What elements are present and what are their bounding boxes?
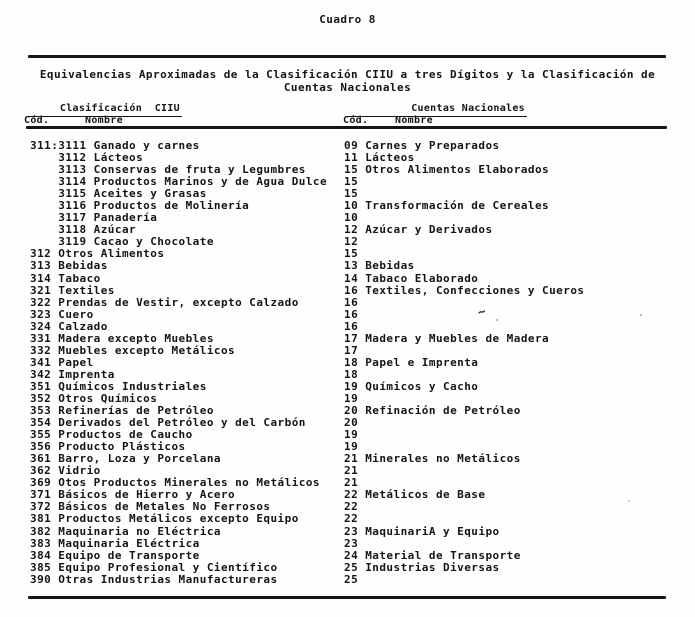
ciiu-code: 321 [30, 283, 59, 297]
ciiu-name: Cacao y Chocolate [93, 235, 214, 249]
ciiu-name: Panadería [93, 211, 158, 225]
cuentas-code: 16 [344, 319, 359, 333]
ciiu-name: Productos de Molinería [93, 199, 250, 213]
cuentas-code: 21 [344, 476, 359, 490]
ciiu-code: 341 [30, 355, 59, 369]
ciiu-code: 312 [30, 247, 59, 261]
ciiu-name: Muebles excepto Metálicos [58, 343, 236, 357]
cuentas-code: 19 [344, 391, 359, 405]
ciiu-code: 356 [30, 440, 59, 454]
cuentas-entry [344, 453, 521, 465]
ciiu-name: Textiles [58, 283, 115, 297]
ciiu-code: 332 [30, 343, 59, 357]
cuentas-code: 12 [344, 223, 366, 237]
ciiu-code: 322 [30, 295, 59, 309]
ciiu-name: Cuero [58, 307, 94, 321]
cuentas-code: 24 [344, 548, 366, 562]
cuentas-entry [344, 526, 500, 538]
cuentas-name: Papel e Imprenta [365, 355, 479, 369]
ciiu-code: 3115 [30, 187, 94, 201]
ciiu-code: 314 [30, 271, 59, 285]
ciiu-name: Lácteos [93, 151, 144, 165]
ciiu-name: Equipo Profesional y Científico [58, 560, 278, 574]
ciiu-name: Otros Químicos [58, 391, 158, 405]
ciiu-name: Producto Plásticos [58, 440, 186, 454]
cuentas-entry [344, 489, 485, 501]
col-header-ciiu-nombre: Nombre [85, 115, 123, 126]
ciiu-name: Químicos Industriales [58, 379, 207, 393]
ciiu-code: 324 [30, 319, 59, 333]
cuentas-name: Madera y Muebles de Madera [365, 331, 550, 345]
cuentas-code: 13 [344, 259, 366, 273]
table-number-heading: Cuadro 8 [319, 13, 376, 26]
cuentas-code: 17 [344, 343, 359, 357]
cuentas-code: 21 [344, 452, 366, 466]
cuentas-code: 18 [344, 355, 366, 369]
cuentas-code: 17 [344, 331, 366, 345]
cuentas-code: 20 [344, 416, 359, 430]
cuentas-name: Minerales no Metálicos [365, 452, 521, 466]
cuentas-name: Industrias Diversas [365, 560, 500, 574]
cuentas-code: 18 [344, 367, 359, 381]
ciiu-name: Imprenta [58, 367, 115, 381]
cuentas-code: 20 [344, 404, 366, 418]
cuentas-entry [344, 285, 584, 297]
cuentas-entry [344, 333, 549, 345]
cuentas-name: Transformación de Cereales [365, 199, 550, 213]
cuentas-name: Refinación de Petróleo [365, 404, 521, 418]
ciiu-code: 361 [30, 452, 59, 466]
table-row [0, 574, 695, 586]
ciiu-code: 323 [30, 307, 59, 321]
ciiu-name: Papel [58, 355, 94, 369]
col-header-cuentas-nombre: Nombre [395, 115, 433, 126]
cuentas-code: 15 [344, 247, 359, 261]
document-title [0, 68, 695, 94]
title-line-1: Equivalencias Aproximadas de la Clasificación CIIU a tres Dígitos y la Clasificación de [39, 68, 656, 81]
cuentas-code: 15 [344, 163, 366, 177]
ciiu-name: Barro, Loza y Porcelana [58, 452, 221, 466]
ciiu-code: 382 [30, 524, 59, 538]
header-rule [26, 126, 667, 129]
cuentas-code: 25 [344, 572, 359, 586]
ciiu-name: Refinerías de Petróleo [58, 404, 214, 418]
ciiu-code: 331 [30, 331, 59, 345]
ciiu-code: 390 [30, 572, 59, 586]
scan-speck [628, 500, 630, 502]
ciiu-code: 355 [30, 428, 59, 442]
cuentas-code: 22 [344, 488, 366, 502]
cuentas-code: 16 [344, 295, 359, 309]
ciiu-name: Conservas de fruta y Legumbres [93, 163, 306, 177]
ciiu-entry [30, 574, 278, 586]
cuentas-code: 16 [344, 307, 359, 321]
cuentas-code: 15 [344, 175, 359, 189]
ciiu-name: Productos de Caucho [58, 428, 193, 442]
cuentas-code: 16 [344, 283, 366, 297]
cuentas-name: Bebidas [365, 259, 415, 273]
col-header-ciiu-codigo: Cód. [24, 115, 50, 126]
ciiu-name: Productos Marinos y de Agua Dulce [93, 175, 328, 189]
cuentas-entry [344, 405, 521, 417]
ciiu-name: Maquinaria Eléctrica [58, 536, 200, 550]
ciiu-code: 352 [30, 391, 59, 405]
group-header-cuentas-nacionales: Cuentas Nacionales [347, 102, 527, 117]
ciiu-code: 384 [30, 548, 59, 562]
cuentas-name: Lácteos [365, 151, 415, 165]
table-body [0, 140, 695, 586]
ciiu-code: 3117 [30, 211, 94, 225]
ciiu-name: Otos Productos Minerales no Metálicos [58, 476, 320, 490]
cuentas-code: 23 [344, 524, 366, 538]
ciiu-code: 3113 [30, 163, 94, 177]
cuentas-code: 12 [344, 235, 359, 249]
ciiu-code: 311:3111 [30, 139, 94, 152]
ciiu-code: 381 [30, 512, 59, 526]
ciiu-code: 3112 [30, 151, 94, 165]
cuentas-entry [344, 574, 358, 586]
cuentas-entry [344, 224, 493, 236]
ciiu-name: Tabaco [58, 271, 101, 285]
ciiu-code: 362 [30, 464, 59, 478]
cuentas-code: 21 [344, 464, 359, 478]
top-rule [28, 55, 666, 58]
scan-artifact: ~ [475, 304, 488, 321]
cuentas-name: Textiles, Confecciones y Cueros [365, 283, 585, 297]
ciiu-name: Ganado y carnes [93, 139, 200, 152]
group-header-clasificacion-ciiu: Clasificación CIIU [27, 102, 182, 117]
ciiu-code: 342 [30, 367, 59, 381]
scan-speck [640, 314, 642, 316]
cuentas-code: 10 [344, 199, 366, 213]
ciiu-name: Maquinaria no Eléctrica [58, 524, 221, 538]
title-line-2: Cuentas Nacionales [283, 81, 412, 94]
ciiu-name: Azúcar [93, 223, 137, 237]
ciiu-name: Bebidas [58, 259, 108, 273]
cuentas-code: 19 [344, 428, 359, 442]
ciiu-code: 371 [30, 488, 59, 502]
cuentas-code: 22 [344, 512, 359, 526]
cuentas-code: 22 [344, 500, 359, 514]
bottom-rule [28, 596, 666, 599]
ciiu-code: 372 [30, 500, 59, 514]
cuentas-name: Químicos y Cacho [365, 379, 479, 393]
cuentas-name: MaquinariA y Equipo [365, 524, 500, 538]
ciiu-code: 313 [30, 259, 59, 273]
ciiu-name: Calzado [58, 319, 108, 333]
cuentas-code: 14 [344, 271, 366, 285]
cuentas-code: 23 [344, 536, 359, 550]
ciiu-name: Madera excepto Muebles [58, 331, 214, 345]
ciiu-code: 3119 [30, 235, 94, 249]
ciiu-code: 3114 [30, 175, 94, 189]
cuentas-entry [344, 164, 549, 176]
cuentas-name: Carnes y Preparados [365, 139, 500, 152]
cuentas-name: Metálicos de Base [365, 488, 486, 502]
cuentas-entry [344, 357, 478, 369]
ciiu-code: 3118 [30, 223, 94, 237]
ciiu-name: Productos Metálicos excepto Equipo [58, 512, 299, 526]
cuentas-code: 11 [344, 151, 366, 165]
ciiu-name: Otros Alimentos [58, 247, 165, 261]
cuentas-code: 19 [344, 440, 359, 454]
ciiu-code: 385 [30, 560, 59, 574]
ciiu-code: 3116 [30, 199, 94, 213]
ciiu-code: 353 [30, 404, 59, 418]
ciiu-name: Básicos de Hierro y Acero [58, 488, 236, 502]
ciiu-name: Básicos de Metales No Ferrosos [58, 500, 271, 514]
ciiu-name: Vidrio [58, 464, 101, 478]
col-header-cuentas-codigo: Cód. [343, 115, 369, 126]
ciiu-code: 354 [30, 416, 59, 430]
cuentas-entry [344, 200, 549, 212]
ciiu-name: Equipo de Transporte [58, 548, 200, 562]
ciiu-code: 351 [30, 379, 59, 393]
ciiu-code: 383 [30, 536, 59, 550]
cuentas-code: 25 [344, 560, 366, 574]
ciiu-code: 369 [30, 476, 59, 490]
scan-speck [496, 319, 498, 321]
cuentas-name: Otros Alimentos Elaborados [365, 163, 550, 177]
cuentas-entry [344, 562, 500, 574]
cuentas-name: Tabaco Elaborado [365, 271, 479, 285]
cuentas-name: Azúcar y Derivados [365, 223, 493, 237]
cuentas-code: 15 [344, 187, 359, 201]
ciiu-name: Aceites y Grasas [93, 187, 207, 201]
ciiu-name: Otras Industrias Manufactureras [58, 572, 278, 586]
cuentas-code: 10 [344, 211, 359, 225]
cuentas-code: 09 [344, 139, 366, 152]
ciiu-name: Derivados del Petróleo y del Carbón [58, 416, 306, 430]
cuentas-code: 19 [344, 379, 366, 393]
ciiu-name: Prendas de Vestir, excepto Calzado [58, 295, 299, 309]
cuentas-name: Material de Transporte [365, 548, 521, 562]
cuentas-entry [344, 381, 478, 393]
